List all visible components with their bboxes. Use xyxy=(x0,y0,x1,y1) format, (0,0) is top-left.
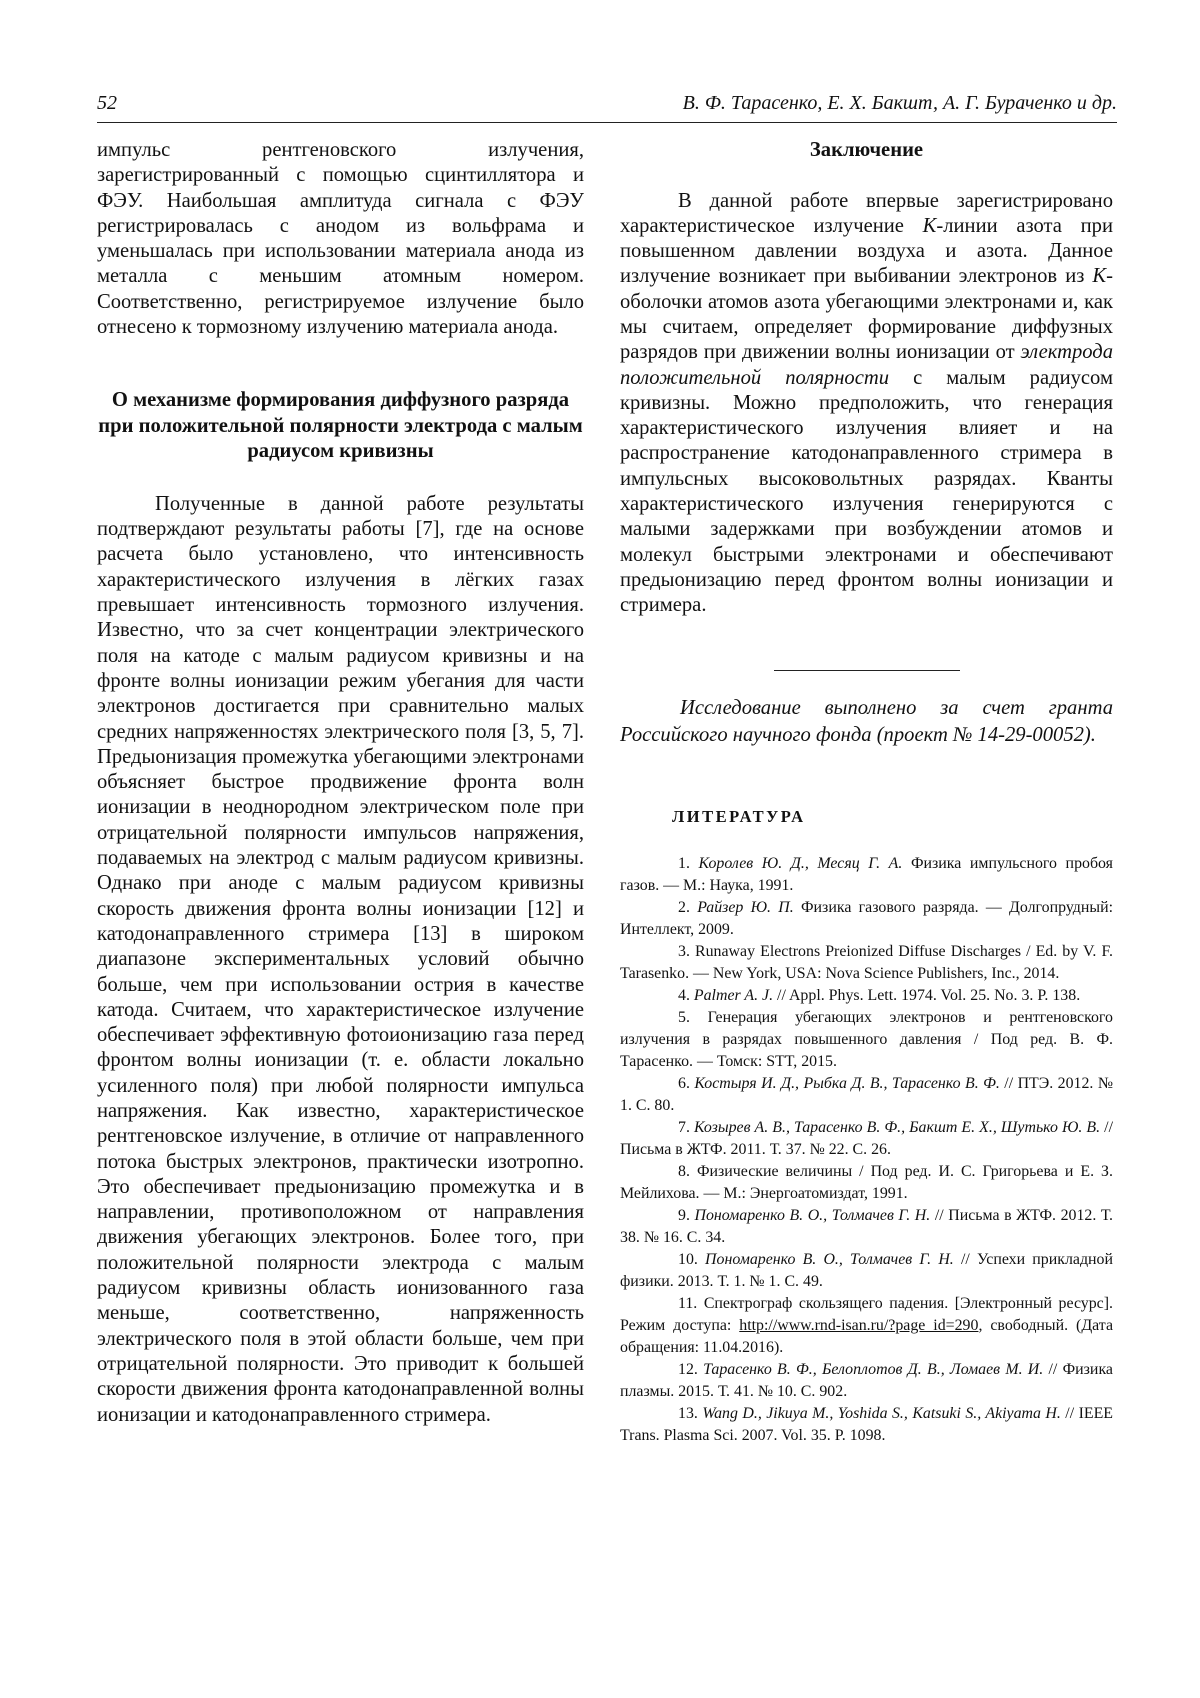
reference-item xyxy=(620,1249,1113,1293)
reference-item xyxy=(620,1161,1113,1205)
section-heading: О механизме формирования диффузного разряда при положительной полярности электрода с малым радиусом кривизны xyxy=(98,389,583,463)
reference-number: 4. xyxy=(678,986,690,1004)
reference-text: // Appl. Phys. Lett. 1974. Vol. 25. No. 3. P. 138. xyxy=(773,986,1081,1004)
reference-item xyxy=(620,897,1113,941)
reference-text: // Физика плазмы. 2015. Т. 41. № 10. С. 902. xyxy=(620,1360,1113,1400)
reference-text: Физика импульсного пробоя газов. — М.: Наука, 1991. xyxy=(620,854,1113,894)
reference-item xyxy=(620,1073,1113,1117)
acknowledgement: Исследование выполнено за счет гранта Российского научного фонда (проект № 14-29-00052). xyxy=(620,696,1113,746)
reference-number: 9. xyxy=(678,1206,690,1224)
reference-item xyxy=(620,1359,1113,1403)
reference-item xyxy=(620,941,1113,985)
conclusion-text-3: -оболочки атомов азота убегающими электронами и, как мы считаем, определяет формирование диффузных разрядов при движении волны ионизации от xyxy=(620,265,1113,364)
reference-authors: Королев Ю. Д., Месяц Г. А. xyxy=(698,854,903,872)
reference-number: 12. xyxy=(678,1360,698,1378)
conclusion-heading: Заключение xyxy=(809,139,924,161)
reference-authors: Palmer A. J. xyxy=(693,986,774,1004)
conclusion-text-4: с малым радиусом кривизны. Можно предположить, что генерация характеристического излучения влияет и на распространение катодонаправленного стримера в импульсных высоковольтных разрядах. Кванты характеристического излучения генерируются с малыми задержками при возбуждении атомов и молекул быстрыми электронами и обеспечивают предыонизацию перед фронтом волны ионизации и стримера. xyxy=(620,366,1113,617)
reference-number: 3. xyxy=(678,942,690,960)
reference-text: // Успехи прикладной физики. 2013. Т. 1. № 1. С. 49. xyxy=(620,1250,1113,1290)
reference-number: 10. xyxy=(678,1250,698,1268)
reference-item xyxy=(620,1293,1113,1359)
reference-text: Runaway Electrons Preionized Diffuse Discharges / Ed. by V. F. Tarasenko. — New York, USA: Nova Science Publishers, Inc., 2014. xyxy=(620,942,1113,982)
k-symbol-1: K xyxy=(922,214,937,237)
reference-text: Генерация убегающих электронов и рентгеновского излучения в разрядах повышенного давления / Под ред. В. Ф. Тарасенко. — Томск: STT, 2015. xyxy=(620,1008,1113,1070)
reference-text: // Письма в ЖТФ. 2011. Т. 37. № 22. С. 26. xyxy=(620,1118,1113,1158)
reference-text: Физические величины / Под ред. И. С. Григорьева и Е. З. Мейлихова. — М.: Энергоатомиздат, 1991. xyxy=(620,1162,1113,1202)
reference-item xyxy=(620,1117,1113,1161)
reference-text: // ПТЭ. 2012. № 1. С. 80. xyxy=(620,1074,1113,1114)
reference-number: 5. xyxy=(678,1008,690,1026)
paragraph-results: Полученные в данной работе результаты подтверждают результаты работы [7], где на основе расчета было установлено, что интенсивность характеристического излучения в лёгких газах превышает интенсивность тормозного излучения. Известно, что за счет концентрации электрического поля на катоде с малым радиусом кривизны и на фронте волны ионизации режим убегания для части электронов достигается при сравнительно малых средних напряженностях электрического поля [3, 5, 7]. Предыонизация промежутка убегающими электронами объясняет быстрое продвижение фронта волн ионизации в неоднородном электрическом поле при отрицательной полярности импульсов напряжения, подаваемых на электрод с малым радиусом кривизны. Однако при аноде с малым радиусом кривизны скорость движения фронта волны ионизации [12] и катодонаправленного стримера [13] в широком диапазоне экспериментальных условий обычно больше, чем при использовании острия в качестве катода. Считаем, что характеристическое излучение обеспечивает эффективную фотоионизацию газа перед фронтом волны ионизации (т. е. области локально усиленного поля) при любой полярности импульса напряжения. Как известно, характеристическое рентгеновское излучение, в отличие от направленного потока быстрых электронов, практически изотропно. Это обеспечивает предыонизацию промежутка и в направлении, противоположном от направления движения убегающих электронов. Более того, при положительной полярности электрода с малым радиусом кривизны область ионизованного газа меньше, соответственно, напряженность электрического поля в этой области больше, чем при отрицательной полярности. Это приводит к большей скорости движения фронта катодонаправленной волны ионизации и катодонаправленного стримера. xyxy=(97,492,584,1426)
reference-item xyxy=(620,1403,1113,1447)
reference-item xyxy=(620,985,1113,1007)
conclusion-paragraph xyxy=(620,189,1113,619)
running-head-authors: В. Ф. Тарасенко, Е. Х. Бакшт, А. Г. Бураченко и др. xyxy=(682,92,1117,114)
reference-number: 6. xyxy=(678,1074,690,1092)
reference-item xyxy=(620,1007,1113,1073)
reference-number: 2. xyxy=(678,898,690,916)
conclusion-emphasis: электрода положительной полярности xyxy=(620,341,1113,389)
page-number: 52 xyxy=(97,92,117,114)
reference-text: // IEEE Trans. Plasma Sci. 2007. Vol. 35. P. 1098. xyxy=(620,1404,1113,1444)
reference-item xyxy=(620,1205,1113,1249)
reference-authors: Тарасенко В. Ф., Белоплотов Д. В., Ломаев М. И. xyxy=(703,1360,1044,1378)
reference-link[interactable]: http://www.rnd-isan.ru/?page_id=290 xyxy=(739,1316,979,1334)
right-column xyxy=(620,138,1113,1447)
reference-number: 13. xyxy=(678,1404,698,1422)
reference-text-tail: , свободный. (Дата обращения: 11.04.2016). xyxy=(620,1316,1114,1356)
reference-authors: Wang D., Jikuya M., Yoshida S., Katsuki S., Akiyama H. xyxy=(702,1404,1061,1422)
conclusion-text-2: -линии азота при повышенном давлении воздуха и азота. Данное излучение возникает при выбивании электронов из xyxy=(620,214,1113,288)
reference-number: 8. xyxy=(678,1162,690,1180)
reference-authors: Козырев А. В., Тарасенко В. Ф., Бакшт Е. Х., Шутько Ю. В. xyxy=(693,1118,1101,1136)
reference-text: Спектрограф скользящего падения. [Электронный ресурс]. Режим доступа: xyxy=(620,1294,1113,1334)
reference-authors: Пономаренко В. О., Толмачев Г. Н. xyxy=(705,1250,954,1268)
reference-item xyxy=(620,853,1113,897)
reference-text: // Письма в ЖТФ. 2012. Т. 38. № 16. С. 34. xyxy=(620,1206,1113,1246)
reference-authors: Райзер Ю. П. xyxy=(697,898,794,916)
reference-number: 1. xyxy=(678,854,690,872)
reference-text: Физика газового разряда. — Долгопрудный: Интеллект, 2009. xyxy=(620,898,1113,938)
reference-list xyxy=(620,853,1113,1447)
reference-number: 11. xyxy=(678,1294,698,1312)
paragraph-continued: импульс рентгеновского излучения, зарегистрированный с помощью сцинтиллятора и ФЭУ. Наибольшая амплитуда сигнала с ФЭУ регистрировалась с анодом из вольфрама и уменьшалась при использовании материала анода из металла с меньшим атомным номером. Соответственно, регистрируемое излучение было отнесено к тормозному излучению материала анода. xyxy=(97,139,584,339)
reference-number: 7. xyxy=(678,1118,690,1136)
literature-heading: ЛИТЕРАТУРА xyxy=(672,806,806,826)
reference-authors: Пономаренко В. О., Толмачев Г. Н. xyxy=(694,1206,931,1224)
reference-authors: Костыря И. Д., Рыбка Д. В., Тарасенко В. Ф. xyxy=(694,1074,1000,1092)
running-header xyxy=(97,92,1117,123)
k-symbol-2: K xyxy=(1092,265,1107,288)
left-column xyxy=(97,138,584,1428)
separator-rule xyxy=(774,670,960,671)
conclusion-text-1: В данной работе впервые зарегистрировано характеристическое излучение xyxy=(620,189,1113,237)
